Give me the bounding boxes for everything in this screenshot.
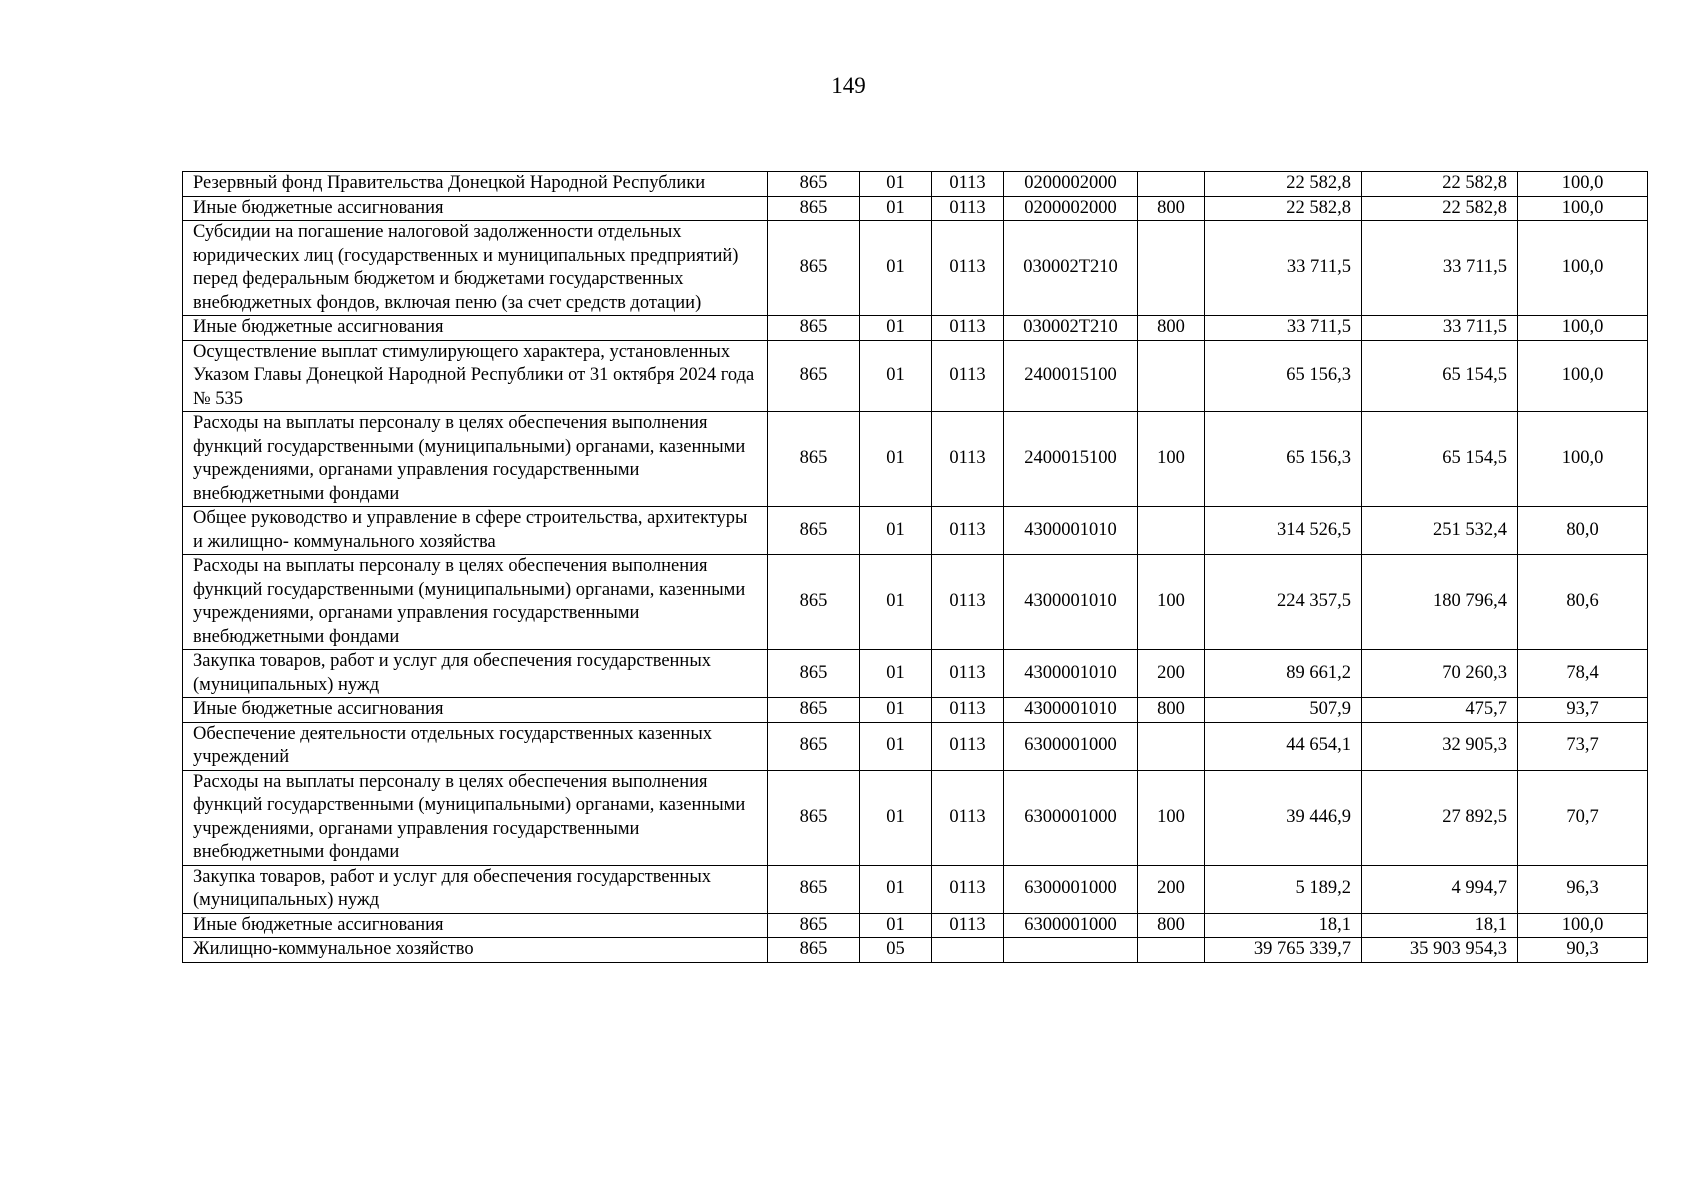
ministry-code-cell: 865	[768, 507, 860, 555]
expense-type-cell: 100	[1138, 770, 1205, 865]
expense-name-cell: Иные бюджетные ассигнования	[183, 316, 768, 341]
section-code-cell: 01	[860, 412, 932, 507]
target-article-cell: 6300001000	[1004, 722, 1138, 770]
table-row	[183, 412, 1648, 507]
table-row	[183, 770, 1648, 865]
planned-amount-cell: 18,1	[1205, 913, 1362, 938]
subsection-code-cell: 0113	[932, 316, 1004, 341]
ministry-code-cell: 865	[768, 196, 860, 221]
table-row	[183, 507, 1648, 555]
section-code-cell: 01	[860, 865, 932, 913]
target-article-cell: 4300001010	[1004, 698, 1138, 723]
expense-type-cell	[1138, 507, 1205, 555]
planned-amount-cell: 22 582,8	[1205, 172, 1362, 197]
target-article-cell: 4300001010	[1004, 650, 1138, 698]
expense-name-cell: Расходы на выплаты персоналу в целях обеспечения выполнения функций государственными (муниципальными) органами, казенными учреждениями, органами управления государственными внебюджетными фондами	[183, 770, 768, 865]
target-article-cell: 2400015100	[1004, 340, 1138, 412]
expense-type-cell: 800	[1138, 913, 1205, 938]
ministry-code-cell: 865	[768, 221, 860, 316]
subsection-code-cell: 0113	[932, 913, 1004, 938]
ministry-code-cell: 865	[768, 698, 860, 723]
subsection-code-cell: 0113	[932, 555, 1004, 650]
subsection-code-cell: 0113	[932, 507, 1004, 555]
table-body	[183, 172, 1648, 963]
execution-percent-cell: 73,7	[1518, 722, 1648, 770]
expense-type-cell	[1138, 722, 1205, 770]
table-row	[183, 196, 1648, 221]
ministry-code-cell: 865	[768, 412, 860, 507]
ministry-code-cell: 865	[768, 865, 860, 913]
expense-name-cell: Иные бюджетные ассигнования	[183, 913, 768, 938]
execution-percent-cell: 96,3	[1518, 865, 1648, 913]
ministry-code-cell: 865	[768, 938, 860, 963]
expense-type-cell	[1138, 172, 1205, 197]
ministry-code-cell: 865	[768, 722, 860, 770]
planned-amount-cell: 44 654,1	[1205, 722, 1362, 770]
table-row	[183, 722, 1648, 770]
actual-amount-cell: 70 260,3	[1362, 650, 1518, 698]
subsection-code-cell: 0113	[932, 172, 1004, 197]
expense-name-cell: Резервный фонд Правительства Донецкой Народной Республики	[183, 172, 768, 197]
target-article-cell: 030002Т210	[1004, 221, 1138, 316]
section-code-cell: 01	[860, 316, 932, 341]
subsection-code-cell: 0113	[932, 722, 1004, 770]
target-article-cell: 6300001000	[1004, 865, 1138, 913]
planned-amount-cell: 5 189,2	[1205, 865, 1362, 913]
expense-name-cell: Иные бюджетные ассигнования	[183, 196, 768, 221]
expense-name-cell: Осуществление выплат стимулирующего характера, установленных Указом Главы Донецкой Народной Республики от 31 октября 2024 года № 535	[183, 340, 768, 412]
planned-amount-cell: 224 357,5	[1205, 555, 1362, 650]
target-article-cell: 4300001010	[1004, 507, 1138, 555]
actual-amount-cell: 251 532,4	[1362, 507, 1518, 555]
subsection-code-cell: 0113	[932, 650, 1004, 698]
execution-percent-cell: 80,0	[1518, 507, 1648, 555]
expense-name-cell: Расходы на выплаты персоналу в целях обеспечения выполнения функций государственными (муниципальными) органами, казенными учреждениями, органами управления государственными внебюджетными фондами	[183, 412, 768, 507]
actual-amount-cell: 22 582,8	[1362, 172, 1518, 197]
actual-amount-cell: 65 154,5	[1362, 412, 1518, 507]
table-row	[183, 938, 1648, 963]
table-row	[183, 340, 1648, 412]
actual-amount-cell: 33 711,5	[1362, 221, 1518, 316]
subsection-code-cell: 0113	[932, 221, 1004, 316]
target-article-cell: 0200002000	[1004, 172, 1138, 197]
section-code-cell: 01	[860, 221, 932, 316]
table-row	[183, 865, 1648, 913]
table-row	[183, 650, 1648, 698]
execution-percent-cell: 93,7	[1518, 698, 1648, 723]
actual-amount-cell: 27 892,5	[1362, 770, 1518, 865]
expense-type-cell: 100	[1138, 412, 1205, 507]
planned-amount-cell: 33 711,5	[1205, 316, 1362, 341]
ministry-code-cell: 865	[768, 316, 860, 341]
actual-amount-cell: 18,1	[1362, 913, 1518, 938]
expense-type-cell: 200	[1138, 650, 1205, 698]
ministry-code-cell: 865	[768, 650, 860, 698]
page-number: 149	[831, 73, 866, 98]
table-row	[183, 698, 1648, 723]
target-article-cell: 6300001000	[1004, 770, 1138, 865]
execution-percent-cell: 70,7	[1518, 770, 1648, 865]
expense-type-cell: 100	[1138, 555, 1205, 650]
planned-amount-cell: 39 765 339,7	[1205, 938, 1362, 963]
table-row	[183, 172, 1648, 197]
target-article-cell: 6300001000	[1004, 913, 1138, 938]
ministry-code-cell: 865	[768, 770, 860, 865]
target-article-cell: 4300001010	[1004, 555, 1138, 650]
planned-amount-cell: 507,9	[1205, 698, 1362, 723]
expense-name-cell: Расходы на выплаты персоналу в целях обеспечения выполнения функций государственными (муниципальными) органами, казенными учреждениями, органами управления государственными внебюджетными фондами	[183, 555, 768, 650]
section-code-cell: 05	[860, 938, 932, 963]
expense-type-cell	[1138, 938, 1205, 963]
section-code-cell: 01	[860, 913, 932, 938]
planned-amount-cell: 33 711,5	[1205, 221, 1362, 316]
expense-type-cell: 800	[1138, 196, 1205, 221]
section-code-cell: 01	[860, 196, 932, 221]
ministry-code-cell: 865	[768, 555, 860, 650]
actual-amount-cell: 35 903 954,3	[1362, 938, 1518, 963]
subsection-code-cell	[932, 938, 1004, 963]
expense-name-cell: Закупка товаров, работ и услуг для обеспечения государственных (муниципальных) нужд	[183, 865, 768, 913]
execution-percent-cell: 78,4	[1518, 650, 1648, 698]
execution-percent-cell: 100,0	[1518, 913, 1648, 938]
expense-type-cell: 800	[1138, 316, 1205, 341]
execution-percent-cell: 100,0	[1518, 221, 1648, 316]
planned-amount-cell: 65 156,3	[1205, 340, 1362, 412]
table-row	[183, 221, 1648, 316]
expense-type-cell	[1138, 221, 1205, 316]
table-row	[183, 316, 1648, 341]
expense-type-cell: 800	[1138, 698, 1205, 723]
planned-amount-cell: 314 526,5	[1205, 507, 1362, 555]
expense-name-cell: Иные бюджетные ассигнования	[183, 698, 768, 723]
target-article-cell: 030002Т210	[1004, 316, 1138, 341]
planned-amount-cell: 39 446,9	[1205, 770, 1362, 865]
actual-amount-cell: 22 582,8	[1362, 196, 1518, 221]
actual-amount-cell: 32 905,3	[1362, 722, 1518, 770]
execution-percent-cell: 100,0	[1518, 172, 1648, 197]
section-code-cell: 01	[860, 698, 932, 723]
execution-percent-cell: 100,0	[1518, 340, 1648, 412]
expense-name-cell: Закупка товаров, работ и услуг для обеспечения государственных (муниципальных) нужд	[183, 650, 768, 698]
expense-name-cell: Жилищно-коммунальное хозяйство	[183, 938, 768, 963]
section-code-cell: 01	[860, 340, 932, 412]
ministry-code-cell: 865	[768, 340, 860, 412]
budget-table	[182, 171, 1648, 963]
target-article-cell	[1004, 938, 1138, 963]
subsection-code-cell: 0113	[932, 698, 1004, 723]
execution-percent-cell: 100,0	[1518, 196, 1648, 221]
section-code-cell: 01	[860, 555, 932, 650]
ministry-code-cell: 865	[768, 913, 860, 938]
subsection-code-cell: 0113	[932, 196, 1004, 221]
expense-name-cell: Обеспечение деятельности отдельных государственных казенных учреждений	[183, 722, 768, 770]
actual-amount-cell: 4 994,7	[1362, 865, 1518, 913]
execution-percent-cell: 100,0	[1518, 412, 1648, 507]
actual-amount-cell: 180 796,4	[1362, 555, 1518, 650]
subsection-code-cell: 0113	[932, 340, 1004, 412]
actual-amount-cell: 33 711,5	[1362, 316, 1518, 341]
expense-name-cell: Общее руководство и управление в сфере строительства, архитектуры и жилищно- коммунального хозяйства	[183, 507, 768, 555]
subsection-code-cell: 0113	[932, 865, 1004, 913]
section-code-cell: 01	[860, 172, 932, 197]
expense-type-cell: 200	[1138, 865, 1205, 913]
expense-name-cell: Субсидии на погашение налоговой задолженности отдельных юридических лиц (государственных и муниципальных предприятий) перед федеральным бюджетом и бюджетами государственных внебюджетных фондов, включая пеню (за счет средств дотации)	[183, 221, 768, 316]
target-article-cell: 0200002000	[1004, 196, 1138, 221]
planned-amount-cell: 89 661,2	[1205, 650, 1362, 698]
ministry-code-cell: 865	[768, 172, 860, 197]
target-article-cell: 2400015100	[1004, 412, 1138, 507]
table-row	[183, 913, 1648, 938]
section-code-cell: 01	[860, 650, 932, 698]
table-row	[183, 555, 1648, 650]
subsection-code-cell: 0113	[932, 412, 1004, 507]
execution-percent-cell: 80,6	[1518, 555, 1648, 650]
actual-amount-cell: 65 154,5	[1362, 340, 1518, 412]
planned-amount-cell: 22 582,8	[1205, 196, 1362, 221]
expense-type-cell	[1138, 340, 1205, 412]
planned-amount-cell: 65 156,3	[1205, 412, 1362, 507]
section-code-cell: 01	[860, 770, 932, 865]
execution-percent-cell: 90,3	[1518, 938, 1648, 963]
section-code-cell: 01	[860, 722, 932, 770]
actual-amount-cell: 475,7	[1362, 698, 1518, 723]
execution-percent-cell: 100,0	[1518, 316, 1648, 341]
section-code-cell: 01	[860, 507, 932, 555]
subsection-code-cell: 0113	[932, 770, 1004, 865]
